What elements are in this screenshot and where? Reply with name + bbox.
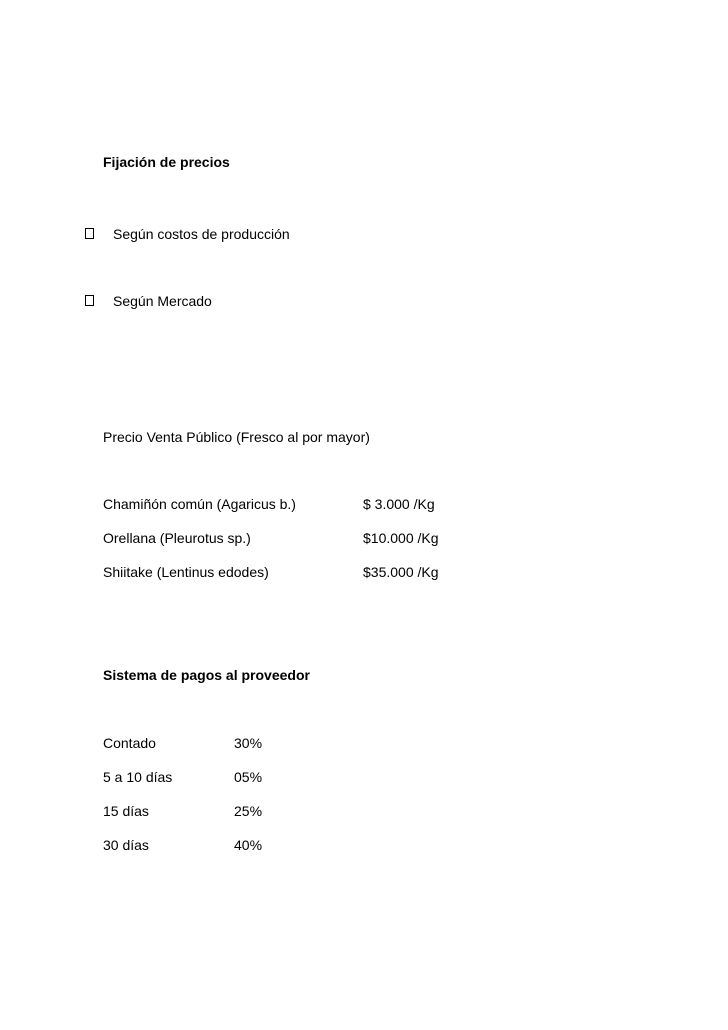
payments-heading: Sistema de pagos al proveedor — [103, 667, 310, 683]
payment-percent: 30% — [234, 735, 263, 751]
pricing-option-cost: Según costos de producción — [113, 226, 290, 242]
square-bullet-icon — [85, 295, 94, 306]
pricing-option-market: Según Mercado — [113, 293, 212, 309]
product-name: Shiitake (Lentinus edodes) — [103, 564, 269, 580]
payment-term: 15 días — [103, 803, 149, 819]
payment-term: 30 días — [103, 837, 149, 853]
payment-term: 5 a 10 días — [103, 769, 173, 785]
payment-percent: 40% — [234, 837, 263, 853]
product-name: Chamiñón común (Agaricus b.) — [103, 496, 296, 512]
pricing-heading: Fijación de precios — [103, 154, 230, 170]
payment-term: Contado — [103, 735, 156, 751]
retail-heading: Precio Venta Público (Fresco al por mayor) — [103, 429, 370, 445]
product-price: $35.000 /Kg — [363, 564, 439, 580]
payment-percent: 25% — [234, 803, 263, 819]
product-name: Orellana (Pleurotus sp.) — [103, 530, 251, 546]
product-price: $10.000 /Kg — [363, 530, 439, 546]
square-bullet-icon — [85, 228, 94, 239]
product-price: $ 3.000 /Kg — [363, 496, 435, 512]
payment-percent: 05% — [234, 769, 263, 785]
